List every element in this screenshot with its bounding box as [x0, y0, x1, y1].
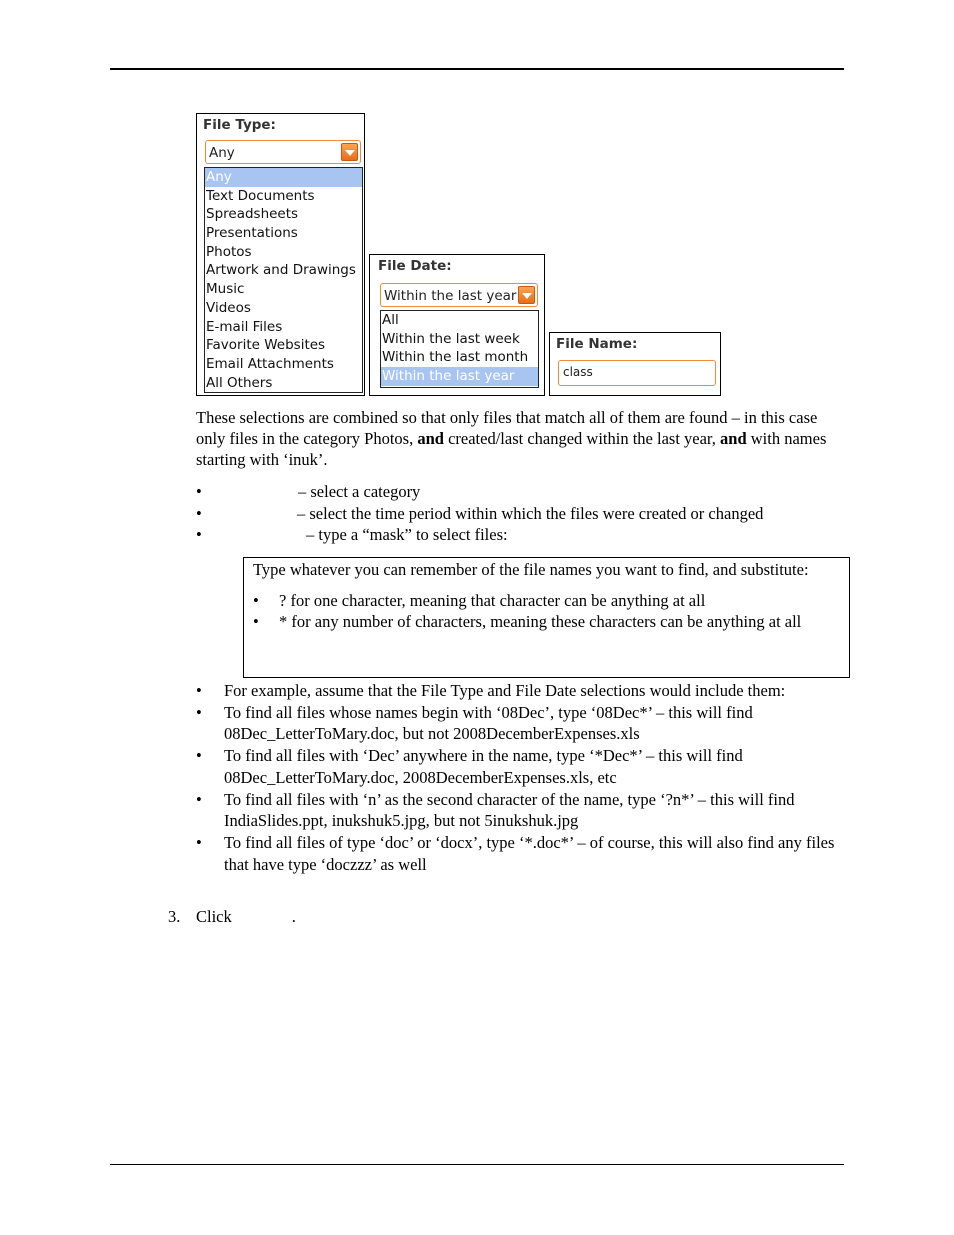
file-type-option[interactable]: Any	[205, 168, 362, 187]
chevron-down-icon[interactable]	[518, 286, 535, 304]
file-date-option[interactable]: Within the last week	[382, 330, 520, 347]
field-bullet-list	[196, 481, 846, 546]
header-rule	[110, 68, 844, 70]
step-end: .	[291, 907, 296, 926]
list-item: • To find all files of type ‘doc’ or ‘docx’, type ‘*.doc*’ – of course, this will also find any files that have type ‘doczzz’ as well	[196, 832, 841, 875]
file-type-panel	[196, 113, 365, 396]
file-type-option[interactable]: Music	[206, 281, 245, 298]
file-date-option[interactable]: All	[382, 312, 399, 328]
file-type-dropdown[interactable]	[205, 140, 361, 164]
file-type-option[interactable]: Artwork and Drawings	[206, 262, 356, 279]
step-text: Click	[196, 907, 232, 926]
file-type-option[interactable]: Spreadsheets	[206, 206, 299, 223]
list-item	[196, 481, 846, 503]
file-type-option[interactable]: Favorite Websites	[206, 337, 326, 354]
intro-bold-2: and	[720, 429, 747, 448]
intro-text-2: created/last changed within the last year,	[443, 429, 721, 448]
file-name-input-box[interactable]	[558, 360, 716, 386]
file-type-option[interactable]: Text Documents	[206, 187, 315, 204]
file-date-options-list[interactable]	[380, 310, 539, 388]
note-intro: Type whatever you can remember of the file names you want to find, and substitute:	[253, 560, 809, 579]
intro-text-1: These selections are combined so that only files that match all of them are found – in this case only files in the category Photos,	[196, 408, 818, 448]
intro-paragraph	[196, 407, 846, 470]
list-item: • To find all files with ‘n’ as the second character of the name, type ‘?n*’ – this will find IndiaSlides.ppt, inukshuk5.jpg, but not 5inukshuk.jpg	[196, 789, 841, 832]
file-date-label: File Date:	[378, 258, 452, 274]
note-list	[253, 590, 840, 633]
file-date-dropdown[interactable]	[380, 283, 538, 307]
file-type-options-list[interactable]	[204, 167, 363, 393]
file-type-option[interactable]: Videos	[206, 299, 251, 316]
list-item: • For example, assume that the File Type and File Date selections would include them:	[196, 680, 841, 702]
chevron-down-icon[interactable]	[341, 143, 358, 161]
file-name-input[interactable]	[563, 365, 703, 379]
list-item: • To find all files with ‘Dec’ anywhere in the name, type ‘*Dec*’ – this will find 08Dec_LetterToMary.doc, 2008DecemberExpenses.xls, etc	[196, 745, 841, 788]
file-date-panel	[369, 254, 545, 396]
file-type-option[interactable]: All Others	[206, 374, 273, 391]
list-item: • * for any number of characters, meaning these characters can be anything at all	[253, 611, 840, 633]
wildcard-note-box	[243, 557, 850, 678]
file-type-option[interactable]: Email Attachments	[206, 355, 334, 372]
file-type-label: File Type:	[203, 117, 276, 133]
step-3	[168, 906, 296, 927]
file-date-bullet-text: – select the time period within which the files were created or changed	[297, 503, 764, 523]
list-item	[196, 524, 846, 546]
file-date-option[interactable]: Within the last year	[381, 367, 538, 386]
examples-list	[196, 680, 841, 875]
file-type-selected-value: Any	[209, 145, 235, 161]
list-item: • To find all files whose names begin with ‘08Dec’, type ‘08Dec*’ – this will find 08Dec_LetterToMary.doc, but not 2008DecemberExpenses.xls	[196, 702, 841, 745]
file-date-selected-value: Within the last year	[384, 288, 517, 304]
file-type-option[interactable]: Presentations	[206, 225, 298, 242]
file-name-bullet-text: – type a “mask” to select files:	[306, 525, 508, 545]
file-type-option[interactable]: Photos	[206, 243, 252, 260]
intro-text-3: with names starting with ‘inuk’.	[196, 429, 827, 469]
list-item	[196, 503, 846, 525]
step-number: 3.	[168, 907, 181, 926]
file-name-panel	[549, 332, 721, 396]
intro-bold-1: and	[417, 429, 444, 448]
file-type-bullet-text: – select a category	[298, 482, 421, 501]
file-name-label: File Name:	[556, 336, 638, 352]
footer-rule	[110, 1164, 844, 1165]
file-type-option[interactable]: E-mail Files	[206, 318, 283, 335]
list-item: • ? for one character, meaning that character can be anything at all	[253, 590, 840, 612]
file-date-option[interactable]: Within the last month	[382, 349, 529, 366]
